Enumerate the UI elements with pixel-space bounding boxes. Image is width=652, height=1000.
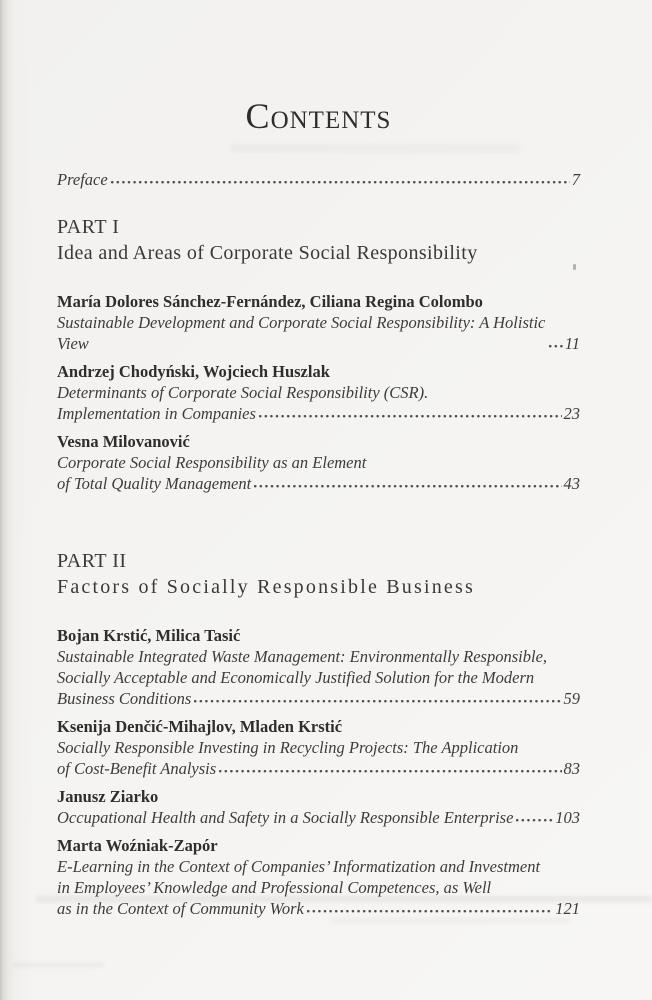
entry-title-row <box>57 688 580 709</box>
part-2-label: PART II <box>57 550 127 572</box>
toc-entry <box>57 361 580 424</box>
entry-page-number: 59 <box>563 689 580 708</box>
entry-authors: Marta Woźniak-Zapór <box>57 836 218 855</box>
entry-title: Occupational Health and Safety in a Socially Responsible Enterprise <box>57 808 514 827</box>
dot-leader <box>307 910 553 916</box>
entry-authors: María Dolores Sánchez-Fernández, Ciliana Regina Colombo <box>57 292 483 311</box>
dot-leader <box>111 181 570 187</box>
dot-leader <box>516 819 553 825</box>
entry-title-line: Socially Acceptable and Economically Justified Solution for the Modern <box>57 668 535 687</box>
part-2-section <box>57 548 580 919</box>
part-2-heading <box>57 548 580 600</box>
preface-label: Preface <box>57 170 108 189</box>
dot-leader <box>219 770 561 776</box>
toc-entry <box>57 625 580 709</box>
entry-title-row <box>57 807 580 828</box>
page-bleedthrough-artifact <box>14 963 104 967</box>
entry-authors: Bojan Krstić, Milica Tasić <box>57 626 241 645</box>
entry-title: Sustainable Development and Corporate Social Responsibility: A Holistic View <box>57 313 546 353</box>
part-2-entries <box>57 625 580 919</box>
entry-title-line: Sustainable Integrated Waste Management: Environmentally Responsible, <box>57 647 548 666</box>
dot-leader <box>259 415 562 421</box>
entry-title-line: Socially Responsible Investing in Recycling Projects: The Application <box>57 738 519 757</box>
preface-page-number: 7 <box>571 170 580 189</box>
part-1-label: PART I <box>57 216 120 238</box>
entry-page-number: 43 <box>563 474 580 493</box>
entry-title: Business Conditions <box>57 689 192 708</box>
entry-title-row <box>57 312 580 354</box>
entry-page-number: 103 <box>555 808 580 827</box>
entry-title-line: E-Learning in the Context of Companies’ Informatization and Investment <box>57 857 541 876</box>
entry-page-number: 23 <box>563 404 580 423</box>
entry-title-line: Determinants of Corporate Social Responsibility (CSR). <box>57 383 429 402</box>
toc-entry <box>57 835 580 919</box>
scan-edge-shadow <box>0 0 34 1000</box>
entry-title-row <box>57 473 580 494</box>
dot-leader <box>194 700 561 706</box>
entry-authors: Janusz Ziarko <box>57 787 159 806</box>
page-title <box>57 96 580 141</box>
entry-authors: Andrzej Chodyński, Wojciech Huszlak <box>57 362 330 381</box>
toc-entry <box>57 431 580 494</box>
dot-leader <box>549 345 563 351</box>
entry-title: of Cost-Benefit Analysis <box>57 759 217 778</box>
part-2-title: Factors of Socially Responsible Business <box>57 576 475 598</box>
part-1-entries <box>57 291 580 494</box>
entry-authors: Ksenija Denčić-Mihajlov, Mladen Krstić <box>57 717 343 736</box>
toc-entry <box>57 291 580 354</box>
entry-title-line: Corporate Social Responsibility as an Element <box>57 453 367 472</box>
title-rest: ONTENTS <box>270 107 392 134</box>
entry-page-number: 121 <box>555 899 580 918</box>
entry-page-number: 11 <box>564 334 580 353</box>
entry-title: as in the Context of Community Work <box>57 899 304 918</box>
entry-page-number: 83 <box>563 759 580 778</box>
toc-entry <box>57 786 580 828</box>
toc-entry <box>57 716 580 779</box>
entry-title-line: in Employees’ Knowledge and Professional Competences, as Well <box>57 878 492 897</box>
dot-leader <box>254 485 561 491</box>
title-initial-letter: C <box>245 96 271 136</box>
part-1-section <box>57 214 580 494</box>
toc-entry-preface <box>57 169 580 190</box>
entry-title-row <box>57 758 580 779</box>
entry-title: of Total Quality Management <box>57 474 252 493</box>
entry-title: Implementation in Companies <box>57 404 256 423</box>
part-1-heading <box>57 214 580 266</box>
toc-content <box>57 0 580 926</box>
entry-title-row <box>57 898 580 919</box>
entry-title-row <box>57 403 580 424</box>
entry-authors: Vesna Milovanović <box>57 432 190 451</box>
part-1-title: Idea and Areas of Corporate Social Responsibility <box>57 242 478 264</box>
